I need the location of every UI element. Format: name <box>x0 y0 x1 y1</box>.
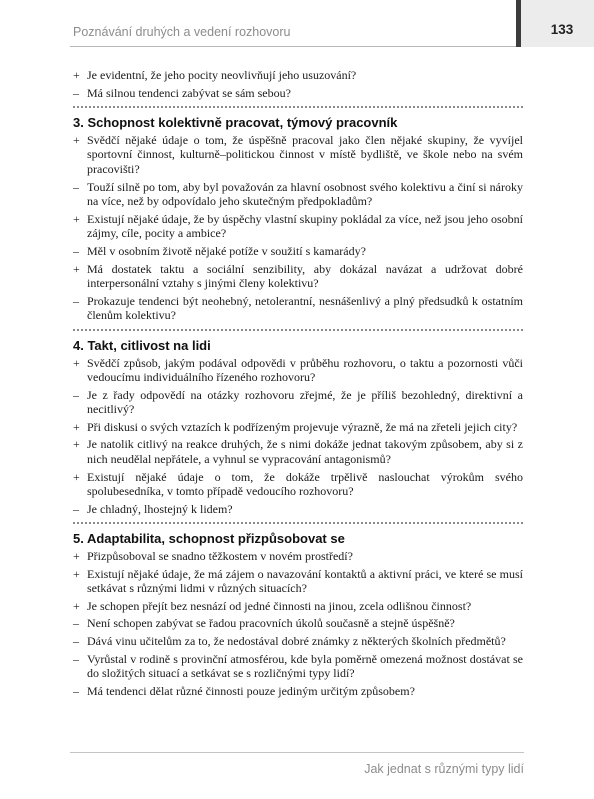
item-text: Prokazuje tendenci být neohebný, netolerantní, nesnášenlivý a plný předsudků k ostatním členům kolektivu? <box>87 293 523 323</box>
item-text: Je evidentní, že jeho pocity neovlivňují jeho usuzování? <box>87 68 357 82</box>
list-item <box>73 634 523 649</box>
list-item <box>73 616 523 631</box>
list-item <box>73 652 523 681</box>
item-text: Touží silně po tom, aby byl považován za hlavní osobnost svého kolektivu a činí si nároky na více, než by odpovídalo jeho skutečným předpokladům? <box>87 179 523 209</box>
item-mark: – <box>73 387 79 402</box>
list-item <box>73 262 523 291</box>
item-mark: – <box>73 179 79 194</box>
item-text: Dává vinu učitelům za to, že nedostával dobré známky z některých školních předmětů? <box>87 634 506 648</box>
item-mark: – <box>73 634 79 648</box>
list-item <box>73 599 523 614</box>
item-text: Má tendenci dělat různé činnosti pouze jediným určitým způsobem? <box>87 683 415 698</box>
item-text: Má dostatek taktu a sociální senzibility, aby dokázal navázat a udržovat dobré interpersonální vztahy s jinými členy kolektivu? <box>87 261 523 291</box>
page-tab-bar <box>516 0 521 47</box>
dotted-divider <box>73 106 523 108</box>
list-item <box>73 180 523 209</box>
list-item <box>73 502 523 517</box>
item-mark: + <box>73 469 80 484</box>
header-rule <box>70 46 516 47</box>
list-item <box>73 420 523 435</box>
page-body <box>73 68 523 701</box>
list-item <box>73 549 523 564</box>
item-text: Je schopen přejít bez nesnází od jedné činnosti na jinou, zcela odlišnou činnost? <box>87 598 472 613</box>
item-mark: – <box>73 243 79 258</box>
section-teamwork <box>73 116 523 323</box>
item-mark: + <box>73 566 80 581</box>
item-text: Existují nějaké údaje o tom, že dokáže trpělivě naslouchat výrokům svého spolubesedníka, v tomto případě vedoucího rozhovoru? <box>87 469 523 499</box>
item-mark: + <box>73 132 80 147</box>
item-text: Svědčí způsob, jakým podával odpovědi v průběhu rozhovoru, o taktu a pozornosti vůči vedoucímu individuálního řízeného rozhovoru? <box>87 355 523 385</box>
section-adaptability <box>73 532 523 698</box>
item-mark: + <box>73 419 80 434</box>
list-item <box>73 437 523 466</box>
section-list <box>73 356 523 517</box>
intro-list <box>73 68 523 100</box>
item-text: Má silnou tendenci zabývat se sám sebou? <box>87 85 291 100</box>
item-mark: – <box>73 293 79 308</box>
list-item <box>73 212 523 241</box>
section-heading: 3. Schopnost kolektivně pracovat, týmový pracovník <box>73 115 398 131</box>
item-text: Není schopen zabývat se řadou pracovních úkolů současně a stejně úspěšně? <box>87 616 455 631</box>
item-text: Měl v osobním životě nějaké potíže v soužití s kamarády? <box>87 243 366 258</box>
item-text: Vyrůstal v rodině s provinční atmosférou, kde byla poměrně omezená možnost dostávat se do složitých situací a setkávat se s rozličnými typy lidí? <box>87 651 523 681</box>
section-heading: 4. Takt, citlivost na lidi <box>73 337 211 353</box>
item-mark: + <box>73 437 80 452</box>
section-list <box>73 549 523 698</box>
list-item <box>73 470 523 499</box>
list-item <box>73 68 523 83</box>
running-head: Poznávání druhých a vedení rozhovoru <box>73 25 291 39</box>
item-mark: – <box>73 683 79 698</box>
list-item <box>73 133 523 177</box>
section-tact <box>73 339 523 517</box>
item-text: Existují nějaké údaje, že má zájem o navazování kontaktů a aktivní práci, ve které se musí setkávat s různými lidmi v různých situacích? <box>87 566 523 596</box>
footer-rule <box>70 752 524 753</box>
item-text: Je natolik citlivý na reakce druhých, že s nimi dokáže jednat takovým způsobem, aby si z nich neudělal nepřátele, a vyhnul se vypracování antagonismů? <box>87 437 523 467</box>
item-mark: – <box>73 616 79 631</box>
list-item <box>73 684 523 699</box>
item-mark: – <box>73 651 79 666</box>
item-mark: + <box>73 355 80 370</box>
page-number: 133 <box>550 22 574 37</box>
list-item <box>73 388 523 417</box>
page-number-tab <box>516 0 594 47</box>
section-list <box>73 133 523 323</box>
item-mark: – <box>73 501 79 516</box>
item-mark: + <box>73 211 80 226</box>
item-text: Je z řady odpovědí na otázky rozhovoru zřejmé, že je příliš bezohledný, direktivní a necitlivý? <box>87 387 523 417</box>
running-foot: Jak jednat s různými typy lidí <box>364 762 524 776</box>
dotted-divider <box>73 522 523 524</box>
item-mark: + <box>73 261 80 276</box>
item-mark: + <box>73 598 80 613</box>
item-mark: + <box>73 68 80 82</box>
item-text: Svědčí nějaké údaje o tom, že úspěšně pracoval jako člen nějaké skupiny, že vyvíjel sportovní činnost, kulturně–politickou činnost v místě bydliště, ve škole nebo na svém pracovišti? <box>87 132 523 176</box>
item-mark: – <box>73 85 79 100</box>
item-text: Přizpůsoboval se snadno těžkostem v novém prostředí? <box>87 549 353 564</box>
list-item <box>73 567 523 596</box>
item-mark: + <box>73 549 80 564</box>
item-text: Při diskusi o svých vztazích k podřízeným projevuje výrazně, že má na zřeteli jejich city? <box>87 419 518 434</box>
list-item <box>73 86 523 101</box>
list-item <box>73 356 523 385</box>
list-item <box>73 244 523 259</box>
section-heading: 5. Adaptabilita, schopnost přizpůsobovat se <box>73 531 345 547</box>
dotted-divider <box>73 329 523 331</box>
item-text: Existují nějaké údaje, že by úspěchy vlastní skupiny pokládal za více, než jsou jeho osobní zájmy, cíle, pocity a ambice? <box>87 211 523 241</box>
item-text: Je chladný, lhostejný k lidem? <box>87 501 233 516</box>
list-item <box>73 294 523 323</box>
